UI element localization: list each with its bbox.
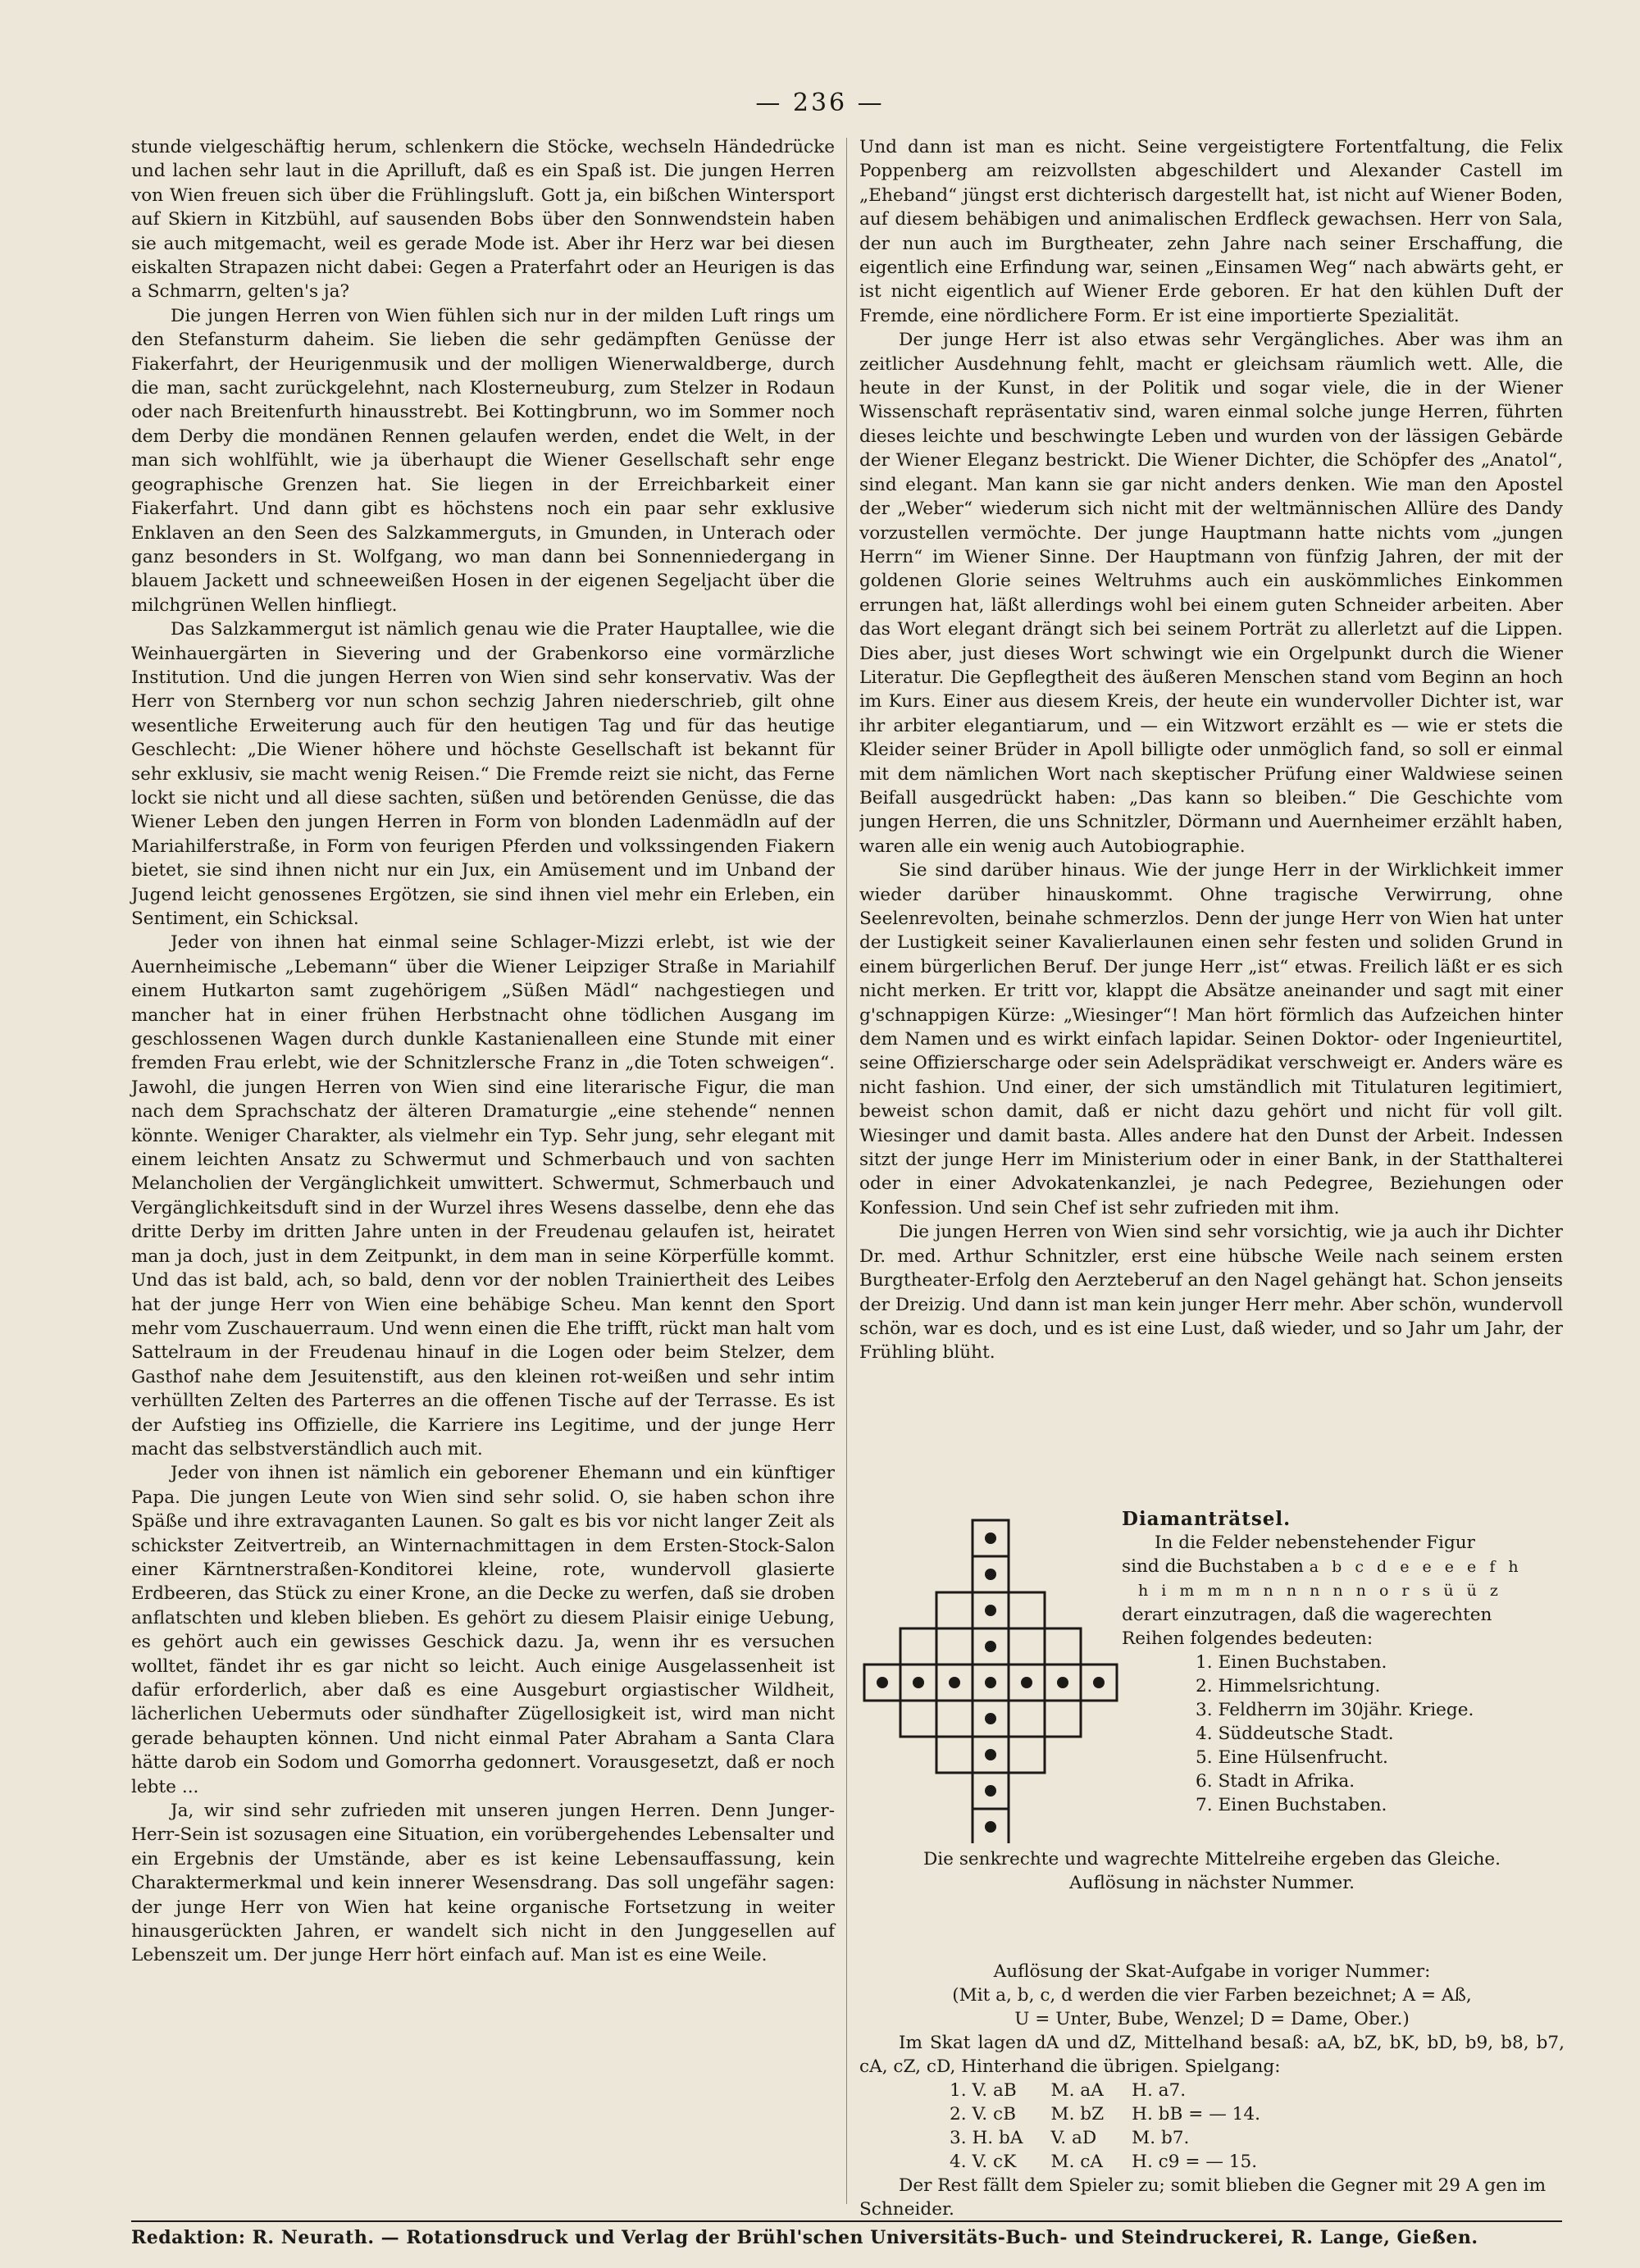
puzzle-footer: Die senkrechte und wagrechte Mittelreihe ergeben das Gleiche. — [922, 1849, 1501, 1870]
puzzle-cell — [936, 1592, 973, 1628]
table-cell: M. b7. — [1132, 2128, 1190, 2148]
table-cell: 2. V. cB — [950, 2104, 1016, 2125]
table-cell: V. aD — [1050, 2128, 1097, 2148]
puzzle-cell-dot — [985, 1569, 996, 1580]
table-cell: M. aA — [1050, 2080, 1104, 2101]
puzzle-cell — [900, 1701, 936, 1737]
puzzle-clues — [1122, 1651, 1569, 1817]
column-divider — [846, 138, 847, 2204]
puzzle-cell-dot — [913, 1677, 924, 1688]
skat-closing: Der Rest fällt dem Spieler zu; somit blieben die Gegner mit 29 A gen im Schneider. — [859, 2175, 1547, 2220]
footer-rule — [131, 2220, 1562, 2222]
skat-subtitle: U = Unter, Bube, Wenzel; D = Dame, Ober.) — [1014, 2009, 1410, 2029]
puzzle-cell — [936, 1737, 973, 1773]
puzzle-intro — [1122, 1555, 1569, 1579]
table-cell: H. c9 = — 15. — [1132, 2152, 1258, 2172]
puzzle-cell-dot — [1057, 1677, 1068, 1688]
paragraph: Ja, wir sind sehr zufrieden mit unseren jungen Herren. Denn Junger-Herr-Sein ist sozusagen eine Situation, ein vorübergehendes Lebensalter und ein Ergebnis der Umstände, aber es ist keine Lebensauffassung, kein Charaktermerkmal und kein innerer Wesensdrang. Das soll ungefähr sagen: der junge Herr von Wien hat keine organische Fortsetzung in weiter hinausgerückten Jahren, er wandelt sich nicht in den Junggesellen auf Lebenszeit um. Der junge Herr hört einfach auf. Man ist es eine Weile. — [131, 1801, 835, 1966]
puzzle-cell-dot — [985, 1785, 996, 1797]
skat-moves-table — [950, 2079, 1288, 2174]
puzzle-clue: 1. Einen Buchstaben. — [1196, 1652, 1387, 1673]
puzzle-cell-dot — [985, 1532, 996, 1544]
table-cell: H. bB = — 14. — [1132, 2104, 1260, 2125]
left-column — [131, 135, 835, 1968]
table-cell: H. a7. — [1132, 2080, 1187, 2101]
puzzle-cell — [1009, 1701, 1045, 1737]
puzzle-clue: 5. Eine Hülsenfrucht. — [1196, 1747, 1388, 1768]
puzzle-cell-dot — [985, 1749, 996, 1760]
puzzle-intro: sind die Buchstaben — [1122, 1556, 1304, 1577]
paragraph: Die jungen Herren von Wien fühlen sich nur in der milden Luft rings um den Stefansturm daheim. Sie lieben die sehr gedämpften Genüsse der Fiakerfahrt, der Heurigenmusik und der molligen Wienerwaldberge, durch die man, sacht zurückgelehnt, nach Klosterneuburg, zum Stelzer in Rodaun oder nach Breitenfurth hinausstrebt. Bei Kottingbrunn, wo im Sommer noch dem Derby die mondänen Rennen gelaufen werden, endet die Welt, in der man sich wohlfühlt, wie ja überhaupt die Wiener Gesellschaft sehr enge geographische Grenzen hat. Sie liegen in der Erreichbarkeit einer Fiakerfahrt. Und dann gibt es höchstens noch ein paar sehr exklusive Enklaven an den Seen des Salzkammerguts, in Gmunden, in Unterach oder ganz besonders in St. Wolfgang, wo man dann bei Sonnenniedergang in blauem Jackett und schneeweißen Hosen in der eigenen Segeljacht über die milchgrünen Wellen hinfliegt. — [131, 305, 835, 616]
puzzle-cell-dot — [949, 1677, 960, 1688]
skat-title: Auflösung der Skat-Aufgabe in voriger Nummer: — [993, 1961, 1431, 1982]
puzzle-clue: 4. Süddeutsche Stadt. — [1196, 1724, 1394, 1744]
puzzle-clue: 6. Stadt in Afrika. — [1196, 1771, 1355, 1792]
puzzle-cell-dot — [985, 1677, 996, 1688]
puzzle-cell-dot — [985, 1605, 996, 1616]
paragraph: Das Salzkammergut ist nämlich genau wie die Prater Hauptallee, wie die Weinhauergärten in Sievering und der Grabenkorso eine vormärzliche Institution. Und die jungen Herren von Wien sind sehr konservativ. Was der Herr von Sternberg vor nun schon sechzig Jahren niederschrieb, gilt ohne wesentliche Erweiterung auch für den heutigen Tag und für das heutige Geschlecht: „Die Wiener höhere und höchste Gesellschaft ist bekannt für sehr exklusiv, sie macht wenig Reisen.“ Die Fremde reizt sie nicht, das Ferne lockt sie nicht und all diese sachten, süßen und betörenden Genüsse, die das Wiener Leben den jungen Herren in Form von blonden Ladenmädln auf der Mariahilferstraße, in Form von feurigen Pferden und volkssingenden Fiakern bietet, sie sind ihnen nicht nur ein Jux, ein Amüsement und im Unband der Jugend leicht genossenes Ergötzen, sie sind ihnen viel mehr ein Erleben, ein Sentiment, ein Schicksal. — [131, 619, 835, 929]
puzzle-intro: derart einzutragen, daß die wagerechten — [1122, 1605, 1492, 1625]
puzzle-clue: 3. Feldherrn im 30jähr. Kriege. — [1196, 1700, 1474, 1720]
table-cell: 1. V. aB — [950, 2080, 1017, 2101]
paragraph: Jeder von ihnen ist nämlich ein geborener Ehemann und ein künftiger Papa. Die jungen Leute von Wien sind sehr solid. O, sie haben schon ihre Späße und ihre extravaganten Launen. So galt es bis vor nicht langer Zeit als schickster Zeitvertreib, an Winternachmittagen in dem Ersten-Stock-Salon einer Kärntnerstraßen-Konditorei kleine, rote, wundervoll glasierte Erdbeeren, das Stück zu einer Krone, an die Decke zu werfen, daß sie droben anflatschten und kleben blieben. Es gehört zu diesem Plaisir einige Uebung, es gehört auch ein gewisses Geschick dazu. Ja, wenn ihr es versuchen wolltet, fändet ihr es gar nicht so leicht. Auch einige Ausgelassenheit ist dafür erforderlich, aber daß es eine Ausgeburt orgiastischer Wildheit, lächerlichen Uebermuts oder sündhafter Zügellosigkeit ist, wird man nicht gerade behaupten können. Und nicht einmal Pater Abraham a Santa Clara hätte darob ein Sodom und Gomorrha gedonnert. Vorausgesetzt, daß er noch lebte ... — [131, 1463, 835, 1797]
table-cell: M. bZ — [1050, 2104, 1105, 2125]
right-column — [859, 135, 1563, 1496]
paragraph: Jeder von ihnen hat einmal seine Schlager-Mizzi erlebt, ist wie der Auernheimische „Lebemann“ über die Wiener Leipziger Straße in Mariahilf einem Hutkarton samt zugehörigem „Süßen Mädl“ nachgestiegen und mancher hat in einer frühen Herbstnacht ohne tödlichen Ausgang im geschlossenen Wagen durch dunkle Kastanienalleen eine Stunde mit einer fremden Frau erlebt, wie der Schnitzlersche Franz in „die Toten schweigen“. Jawohl, die jungen Herren von Wien sind eine literarische Figur, die man nach dem Sprachschatz der älteren Dramaturgie „eine stehende“ nennen könnte. Weniger Charakter, als vielmehr ein Typ. Sehr jung, sehr elegant mit einem leichten Ansatz zu Schwermut und Schmerbauch und von sachten Melancholien der Vergänglichkeit umwittert. Schwermut, Schmerbauch und Vergänglichkeitsduft sind in der Wurzel ihres Wesens dasselbe, denn ehe das dritte Derby im dritten Jahre unten in der Freudenau gelaufen ist, heiratet man ja doch, just in dem Zeitpunkt, in dem man in seine Körperfülle kommt. Und das ist bald, ach, so bald, denn vor der noblen Trainiertheit des Leibes hat der junge Herr von Wien eine behäbige Scheu. Man kennt den Sport mehr vom Zuschauerraum. Und wenn einen die Ehe trifft, rückt man halt vom Sattelraum in der Freudenau hinauf in die Logen oder beim Stelzer, dem Gasthof nahe dem Jesuitenstift, aus den kleinen rot-weißen und sehr intim verhüllten Zelten des Parterres an die offenen Tische auf der Terrasse. Es ist der Aufstieg ins Offizielle, die Karriere ins Legitime, und der junge Herr macht das selbstverständlich auch mit. — [131, 932, 835, 1460]
paragraph: Sie sind darüber hinaus. Wie der junge Herr in der Wirklichkeit immer wieder darüber hinauskommt. Ohne tragische Verwirrung, ohne Seelenrevolten, beinahe schmerzlos. Denn der junge Herr von Wien hat unter der Lustigkeit seiner Kavalierlaunen einen sehr festen und soliden Grund in einem bürgerlichen Beruf. Der junge Herr „ist“ etwas. Freilich läßt er es sich nicht merken. Er tritt vor, klappt die Absätze aneinander und sagt mit einer g'schnappigen Kürze: „Wiesinger“! Man hört förmlich das Aufzeichen hinter dem Namen und es wirkt einfach lapidar. Seinen Doktor- oder Ingenieurtitel, seine Offizierscharge oder sein Adelsprädikat verschweigt er. Anders wäre es nicht fashion. Und einer, der sich umständlich mit Titulaturen legitimiert, beweist schon damit, daß er nicht dazu gehört und nicht für voll gilt. Wiesinger und damit basta. Alles andere hat den Dunst der Arbeit. Indessen sitzt der junge Herr im Ministerium oder in einer Bank, in der Statthalterei oder in einer Advokatenkanzlei, je nach Pedegree, Beziehungen oder Konfession. Und sein Chef ist sehr zufrieden mit ihm. — [859, 860, 1563, 1218]
puzzle-cell-dot — [1021, 1677, 1032, 1688]
paragraph: Der junge Herr ist also etwas sehr Vergängliches. Aber was ihm an zeitlicher Ausdehnung fehlt, macht er gleichsam räumlich wett. Alle, die heute in der Kunst, in der Politik und sogar viele, die in der Wiener Wissenschaft repräsentativ sind, waren einmal solche junge Herren, führten dieses leichte und beschwingte Leben und wurden von der lässigen Gebärde der Wiener Eleganz bestrickt. Die Wiener Dichter, die Schöpfer des „Anatol“, sind elegant. Man kann sie gar nicht anders denken. Wie man den Apostel der „Weber“ wiederum sich nicht mit der weltmännischen Allüre des Dandy vorzustellen vermöchte. Der junge Hauptmann hatte nichts vom „jungen Herrn“ im Wiener Sinne. Der Hauptmann von fünfzig Jahren, der mit der goldenen Glorie seines Weltruhms auch ein auskömmliches Einkommen errungen hat, läßt allerdings wohl bei einem guten Schneider arbeiten. Aber das Wort elegant drängt sich bei seinem Porträt zu allerletzt auf die Lippen. Dies aber, just dieses Wort schwingt wie ein Orgelpunkt durch die Wiener Literatur. Die Gepflegtheit des äußeren Menschen stand vom Beginn an hoch im Kurs. Einer aus diesem Kreis, der heute ein wundervoller Dichter ist, war ihr arbiter elegantiarum, und — ein Witzwort erzählt es — wie er stets die Kleider seiner Brüder in Apoll billigte oder unmöglich fand, so soll er einmal mit dem nämlichen Wort nach skeptischer Prüfung einer Waldwiese seinen Beifall ausgedrückt haben: „Das kann so bleiben.“ Die Geschichte vom jungen Herren, die uns Schnitzler, Dörmann und Auernheimer erzählt haben, waren alle ein wenig auch Autobiographie. — [859, 330, 1563, 857]
skat-subtitle: (Mit a, b, c, d werden die vier Farben bezeichnet; A = Aß, — [952, 1985, 1472, 2006]
puzzle-footer: Auflösung in nächster Nummer. — [1068, 1873, 1355, 1893]
puzzle-cell — [1009, 1737, 1045, 1773]
skat-solution — [859, 1960, 1565, 2221]
puzzle-cell-dot — [1093, 1677, 1105, 1688]
paragraph: Die jungen Herren von Wien sind sehr vorsichtig, wie ja auch ihr Dichter Dr. med. Arthur Schnitzler, erst eine hübsche Weile nach seinem ersten Burgtheater-Erfolg den Aerzteberuf an den Nagel gehängt hat. Schon jenseits der Dreizig. Und dann ist man kein junger Herr mehr. Aber schön, wundervoll schön, war es doch, und es ist eine Lust, daß wieder, und so Jahr um Jahr, der Frühling blüht. — [859, 1222, 1563, 1364]
puzzle-cell — [1009, 1592, 1045, 1628]
puzzle-title: Diamanträtsel. — [1122, 1508, 1292, 1530]
puzzle-intro: Reihen folgendes bedeuten: — [1122, 1628, 1374, 1649]
puzzle-letters: h i m m m n n n n n o r s ü ü z — [1138, 1582, 1502, 1600]
table-row — [950, 2126, 1288, 2150]
puzzle-cell — [1045, 1701, 1081, 1737]
puzzle-clue: 7. Einen Buchstaben. — [1196, 1795, 1387, 1815]
puzzle-letters: a b c d e e e e f h — [1309, 1558, 1523, 1576]
paragraph: stunde vielgeschäftig herum, schlenkern die Stöcke, wechseln Händedrücke und lachen sehr laut in die Aprilluft, daß es ein Spaß ist. Die jungen Herren von Wien freuen sich über die Frühlingsluft. Gott ja, ein bißchen Wintersport auf Skiern in Kitzbühl, auf sausenden Bobs über den Sonnwendstein haben sie auch mitgemacht, weil es gerade Mode ist. Aber ihr Herz war bei diesen eiskalten Strapazen nicht dabei: Gegen a Praterfahrt oder an Heurigen is das a Schmarrn, gelten's ja? — [131, 137, 835, 303]
puzzle-cell-dot — [985, 1641, 996, 1652]
puzzle-intro: In die Felder nebenstehender Figur — [1155, 1532, 1476, 1553]
puzzle-cell — [936, 1701, 973, 1737]
puzzle-cell — [936, 1628, 973, 1665]
puzzle-cell — [900, 1628, 936, 1665]
page-number: — 236 — — [755, 89, 885, 117]
puzzle-clue: 2. Himmelsrichtung. — [1196, 1676, 1381, 1696]
table-cell: 4. V. cK — [950, 2152, 1017, 2172]
diamond-puzzle — [859, 1507, 1565, 1893]
colophon: Redaktion: R. Neurath. — Rotationsdruck und Verlag der Brühl'schen Universitäts-Buch- und Steindruckerei, R. Lange, Gießen. — [131, 2227, 1478, 2248]
diamond-grid-figure — [859, 1515, 1122, 1843]
skat-body: Im Skat lagen dA und dZ, Mittelhand besaß: aA, bZ, bK, bD, b9, b8, b7, cA, cZ, cD, Hinterhand die übrigen. Spielgang: — [859, 2033, 1565, 2077]
puzzle-cell-dot — [877, 1677, 888, 1688]
table-row — [950, 2079, 1288, 2102]
table-row — [950, 2150, 1288, 2174]
table-row — [950, 2102, 1288, 2126]
puzzle-cell-dot — [985, 1713, 996, 1724]
paragraph: Und dann ist man es nicht. Seine vergeistigtere Fortentfaltung, die Felix Poppenberg am reizvollsten abgeschildert und Alexander Castell im „Eheband“ jüngst erst dichterisch dargestellt hat, ist nicht auf Wiener Boden, auf diesem behäbigen und animalischen Erdfleck gewachsen. Herr von Sala, der nun auch im Burgtheater, zehn Jahre nach seiner Erschaffung, die eigentlich eine Erfindung war, seinen „Einsamen Weg“ nach abwärts geht, er ist nicht eigentlich auf Wiener Erde geboren. Er hat den kühlen Duft der Fremde, eine nördlichere Form. Er ist eine importierte Spezialität. — [859, 137, 1563, 326]
puzzle-cell — [1009, 1628, 1045, 1665]
table-cell: 3. H. bA — [950, 2128, 1023, 2148]
puzzle-cell — [1045, 1628, 1081, 1665]
puzzle-cell-dot — [985, 1821, 996, 1833]
table-cell: M. cA — [1050, 2152, 1103, 2172]
